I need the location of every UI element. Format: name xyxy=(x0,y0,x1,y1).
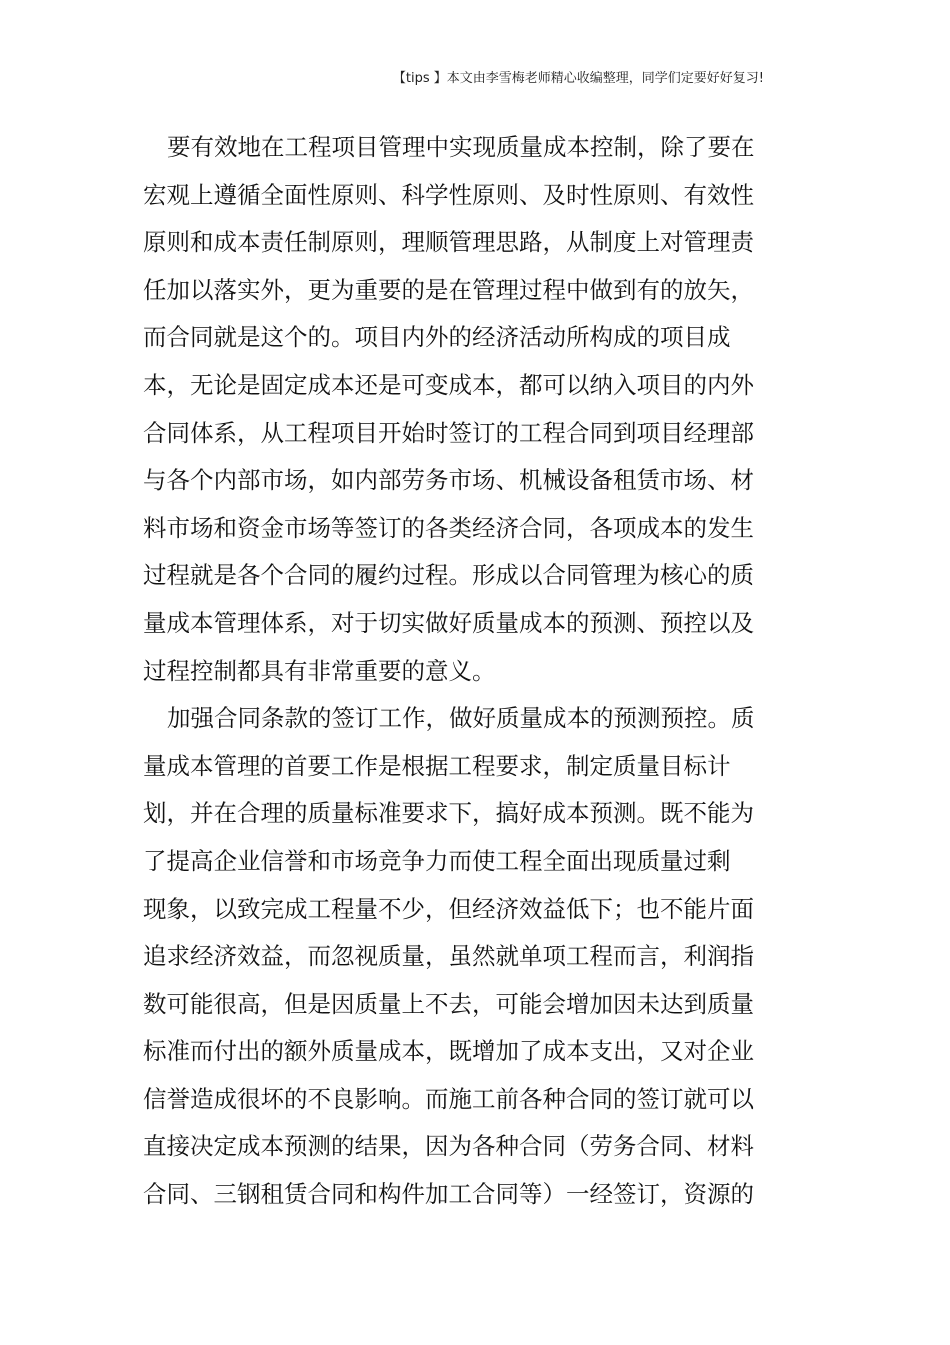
text-line: 划，并在合理的质量标准要求下，搞好成本预测。既不能为 xyxy=(143,799,754,828)
text-line: 料市场和资金市场等签订的各类经济合同，各项成本的发生 xyxy=(143,513,754,542)
text-line: 与各个内部市场，如内部劳务市场、机械设备租赁市场、材 xyxy=(143,466,754,495)
document-body xyxy=(143,124,755,1219)
text-line: 要有效地在工程项目管理中实现质量成本控制，除了要在 xyxy=(167,133,755,161)
text-line: 信誉造成很坏的不良影响。而施工前各种合同的签订就可以 xyxy=(143,1084,754,1113)
text-line: 现象，以致完成工程量不少，但经济效益低下；也不能片面 xyxy=(143,894,754,923)
text-line: 合同、三钢租赁合同和构件加工合同等）一经签订，资源的 xyxy=(143,1180,754,1209)
text-line: 加强合同条款的签订工作，做好质量成本的预测预控。质 xyxy=(167,704,755,733)
text-line: 量成本管理体系，对于切实做好质量成本的预测、预控以及 xyxy=(143,608,754,637)
text-line: 过程就是各个合同的履约过程。形成以合同管理为核心的质 xyxy=(143,561,754,590)
header-tip: 【tips 】本文由李雪梅老师精心收编整理，同学们定要好好复习! xyxy=(392,71,764,86)
text-line: 标准而付出的额外质量成本，既增加了成本支出，又对企业 xyxy=(143,1037,754,1066)
text-line: 本，无论是固定成本还是可变成本，都可以纳入项目的内外 xyxy=(143,370,754,399)
text-line: 宏观上遵循全面性原则、科学性原则、及时性原则、有效性 xyxy=(143,180,754,209)
text-line: 过程控制都具有非常重要的意义。 xyxy=(143,656,496,685)
text-line: 而合同就是这个的。项目内外的经济活动所构成的项目成 xyxy=(143,323,731,352)
text-line: 任加以落实外，更为重要的是在管理过程中做到有的放矢， xyxy=(143,275,754,304)
text-line: 数可能很高，但是因质量上不去，可能会增加因未达到质量 xyxy=(143,989,754,1018)
paragraph-1 xyxy=(143,124,755,695)
text-line: 合同体系，从工程项目开始时签订的工程合同到项目经理部 xyxy=(143,418,754,447)
paragraph-2 xyxy=(143,695,755,1219)
text-line: 原则和成本责任制原则，理顺管理思路，从制度上对管理责 xyxy=(143,228,754,257)
text-line: 量成本管理的首要工作是根据工程要求，制定质量目标计 xyxy=(143,751,731,780)
text-line: 追求经济效益，而忽视质量，虽然就单项工程而言，利润指 xyxy=(143,942,754,971)
text-line: 了提高企业信誉和市场竞争力而使工程全面出现质量过剩 xyxy=(143,846,731,875)
text-line: 直接决定成本预测的结果，因为各种合同（劳务合同、材料 xyxy=(143,1132,754,1161)
